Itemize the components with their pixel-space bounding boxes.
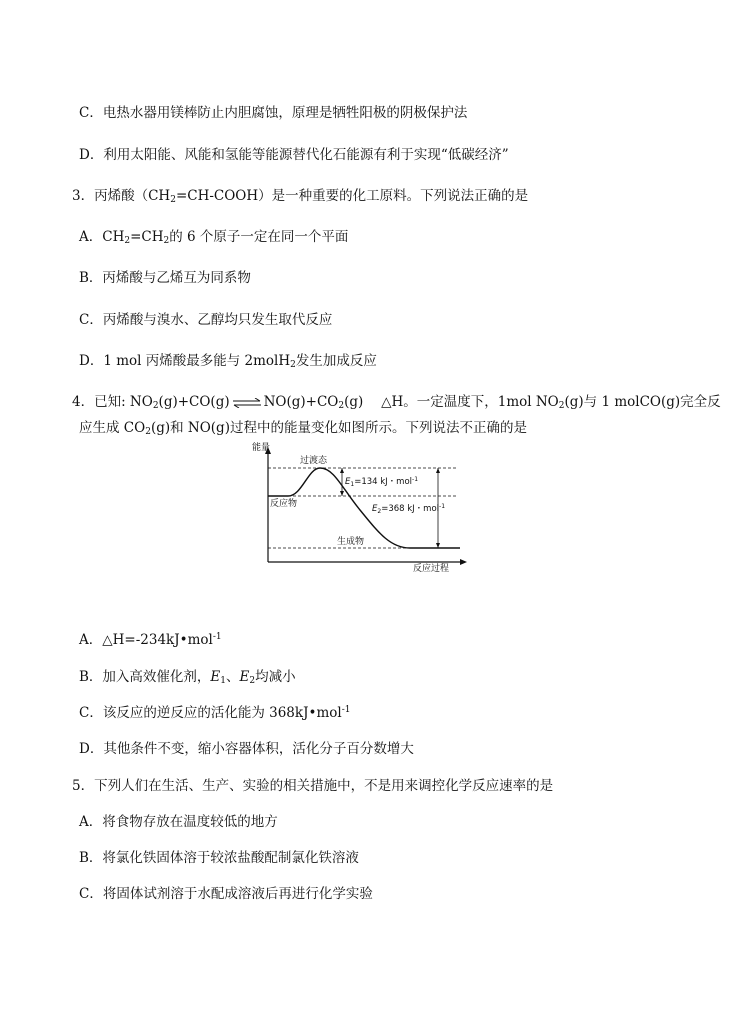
question-5-stem: 5．下列人们在生活、生产、实验的相关措施中，不是用来调控化学反应速率的是 [72,778,554,794]
equilibrium-arrow-icon [232,398,262,408]
question-3-option-a: A．$CH_2=CH_2$的 6 个原子一定在同一个平面 [79,229,349,246]
option-c-electric-water-heater: C．电热水器用镁棒防止内胆腐蚀，原理是牺牲阳极的阴极保护法 [79,105,468,121]
e2-arrow-down-icon [436,543,440,548]
question-3-option-d: D．1 mol 丙烯酸最多能与 2molH$_2$发生加成反应 [79,353,377,370]
products-label: 生成物 [337,537,365,547]
question-4-stem-line-2: 应生成 $CO_2(g)$和 NO(g)过程中的能量变化如图所示。下列说法不正确的是 [79,420,527,437]
question-5-option-c: C．将固体试剂溶于水配成溶液后再进行化学实验 [79,886,373,902]
x-axis-arrow-icon [460,559,467,565]
e1-arrow-up-icon [340,468,344,473]
e2-arrow-up-icon [436,468,440,473]
question-3-option-b: B．丙烯酸与乙烯互为同系物 [79,270,251,286]
question-5-option-b: B．将氯化铁固体溶于较浓盐酸配制氯化铁溶液 [79,850,359,866]
e1-label: $E_1=134$ kJ・mol$^{-1}$ [345,476,419,488]
question-4-option-d: D．其他条件不变，缩小容器体积，活化分子百分数增大 [79,741,414,757]
question-5-option-a: A．将食物存放在温度较低的地方 [79,814,278,830]
energy-profile-diagram [250,438,470,573]
question-3-option-c: C．丙烯酸与溴水、乙醇均只发生取代反应 [79,312,333,328]
x-axis-label: 反应过程 [413,564,450,573]
option-d-low-carbon-economy: D．利用太阳能、风能和氢能等能源替代化石能源有利于实现“低碳经济” [79,147,509,163]
e1-arrow-down-icon [340,491,344,496]
question-4-stem-line-1: 4．已知: $NO_2(g)+CO(g)$ $NO(g)+CO_2(g)$ △H。一定温度下，1mol $NO_2(g)$与 1 molCO(g)完全反 [72,394,721,411]
question-4-option-c: C．该反应的逆反应的活化能为 368kJ•mol$^{-1}$ [79,705,351,721]
y-axis-label: 能量 [252,443,271,453]
transition-state-label: 过渡态 [300,456,328,466]
question-4-option-a: A．△H=-234kJ•mol$^{-1}$ [79,632,222,648]
e2-label: $E_2=368$ kJ・mol$^{-1}$ [372,503,446,515]
question-4-option-b: B．加入高效催化剂，$E_1$、$E_2$均减小 [79,669,296,686]
question-3-stem: 3．丙烯酸$(CH_2=CH-COOH)$是一种重要的化工原料。下列说法正确的是 [72,188,529,205]
reactants-label: 反应物 [270,499,298,509]
